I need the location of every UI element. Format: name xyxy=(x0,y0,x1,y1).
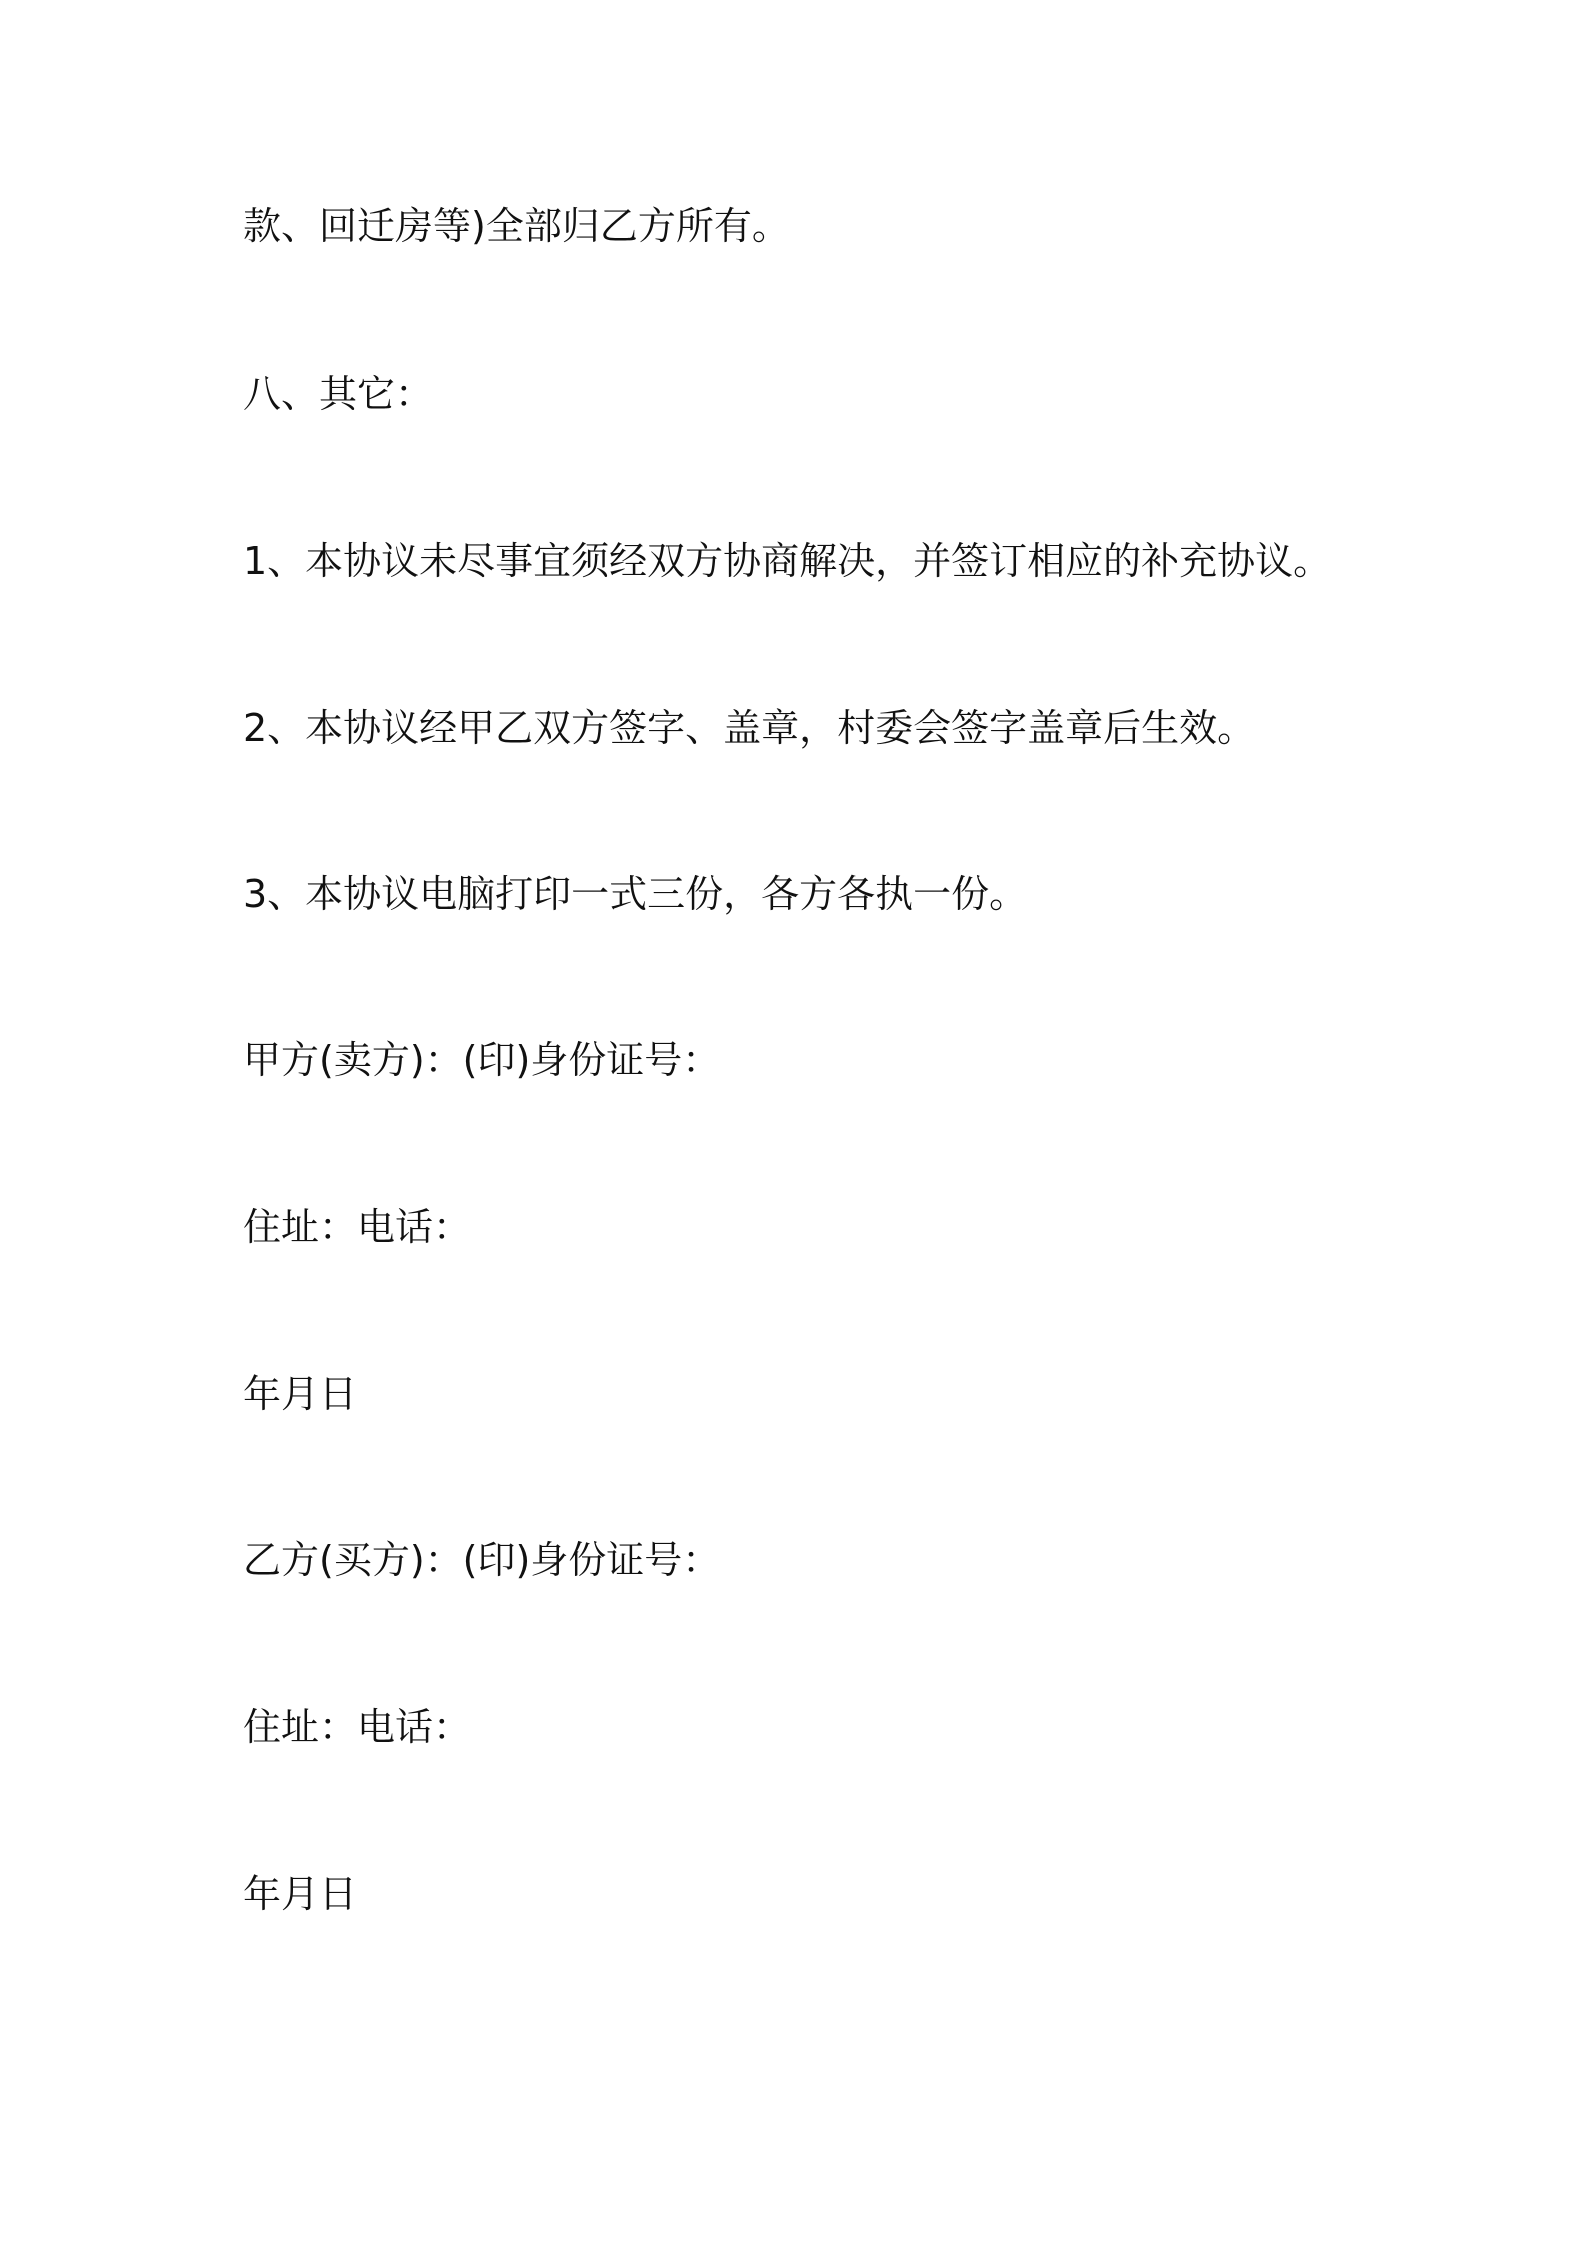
party-b-buyer-line: 乙方(买方)：(印)身份证号： xyxy=(243,1538,721,1582)
party-a-date: 年月日 xyxy=(243,1372,358,1416)
clause-2: 2、本协议经甲乙双方签字、盖章，村委会签字盖章后生效。 xyxy=(243,706,1256,750)
clause-1: 1、本协议未尽事宜须经双方协商解决，并签订相应的补充协议。 xyxy=(243,539,1332,583)
party-b-address-phone: 住址：电话： xyxy=(243,1705,472,1749)
clause-continuation: 款、回迁房等)全部归乙方所有。 xyxy=(243,204,790,248)
clause-3: 3、本协议电脑打印一式三份，各方各执一份。 xyxy=(243,872,1028,916)
party-a-seller-line: 甲方(卖方)：(印)身份证号： xyxy=(243,1038,721,1082)
party-a-address-phone: 住址：电话： xyxy=(243,1205,472,1249)
section-heading-other: 八、其它： xyxy=(243,372,434,416)
party-b-date: 年月日 xyxy=(243,1872,358,1916)
